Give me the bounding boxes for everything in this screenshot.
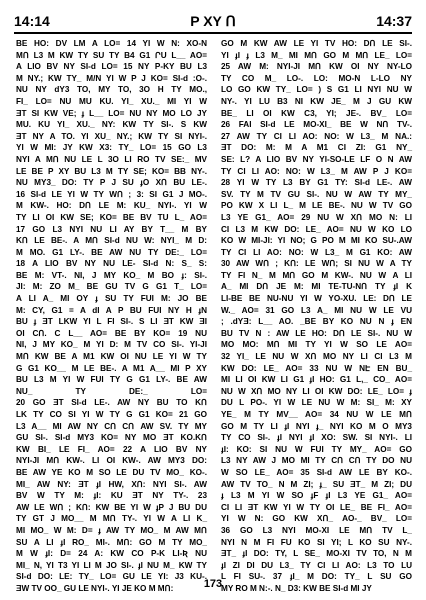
- header-book-title: P XY Ո: [190, 13, 236, 29]
- text-line: G G1 KO__ M LE BE-. A M1 A__ MI P XY: [16, 363, 207, 373]
- text-line: BU ɟ ƎT LKW YI L FI SI-. S LI ƎT KW ƎI: [16, 317, 207, 327]
- text-line: BV W TY M: ɟI: KU ƎT NY TY-. 23: [16, 491, 207, 501]
- text-line: SU A LI ɟI RO_ MI-. MՈ: GO M TY MO_: [16, 537, 207, 547]
- text-line: GO M KW AW LE YI TV HO: DՈ LE SI-.: [221, 39, 412, 48]
- right-text-column: [221, 38, 412, 593]
- text-line: KO W MI-JI: YI NO; G PO M MI KO SU-.AW: [221, 236, 412, 246]
- text-line: LE BE P XY BU L3 M TY SE; KO= BB NY-.: [16, 166, 207, 176]
- text-line: 16 SI-d LE YI W TY WՈ ; 3: SI G1 J MO-.: [16, 189, 207, 199]
- text-line: TY FI N_ M MՈ GO M KW-. NU W A LI: [221, 270, 412, 280]
- text-line: BE HO: DV LM A LO= 14 YI W N: XO-N: [16, 39, 207, 48]
- text-line: ɟI: KO: SI NU W FUI TY MY_ AO= GO: [221, 444, 412, 454]
- text-line: TY LI OI KW SE; KO= BE BV TU L_ AO=: [16, 212, 207, 222]
- text-line: NU W XՈ MO NY LI OI KW DO: LE_ LO= ɟ: [221, 386, 412, 396]
- text-line: 17 GO L3 NYI NU LI AY BY T__ M BY: [16, 224, 207, 234]
- text-line: MI_ N, YI T3 YI LI M JO SI-. ɟI NU M_ KW TY: [16, 560, 207, 570]
- text-line: L3 A__ MI AW NY CՈ CՈ AW SV. TY MY: [16, 421, 207, 431]
- text-line: KՈ LE BE-. A MՈ SI-d NU W: NYI_ M D:: [16, 236, 207, 246]
- text-line: TY CI LI AO: NO: W L3_ M AW P J KO=: [221, 166, 412, 176]
- text-line: A_ MI DՈ JE M: MI TE-TU-NՈ TY ɟI K: [221, 282, 412, 292]
- text-line: ; .dYƎ: L__ AO. _BE BY KO NU N ɟ EN: [221, 317, 412, 327]
- text-line: MI MO_ W M: D= ɟ AW TY MO_ M AW MՈ: [16, 525, 207, 535]
- text-line: ƎT DO: M: M A M1 CI ZI: G1 NY_: [221, 143, 412, 153]
- text-line: OI CՈ. C L__ AO= BE BY KO= 19 NU: [16, 328, 207, 338]
- text-line: 25 AW M: NYI-JI MՈ KW OI NY NY-LO: [221, 62, 412, 72]
- text-line: NU MY3_ DO: TY P J SU ɟO XՈ BU LE-.: [16, 178, 207, 188]
- text-line: 26 FAI SI-d LE MO-XI_ BE W NՈ TV-.: [221, 120, 412, 130]
- text-line: TY CI LI AO: NO: W L3_ M G1 KO: AW: [221, 247, 412, 257]
- text-line: NU_ TY DE:_ LO=: [16, 386, 207, 396]
- text-line: NYI-JI MՈ KW-. LI OI KW-. AW MY3 DO:: [16, 456, 207, 466]
- text-line: 20 GO ƎT SI-d LE-. AW NY BU TO KՈ: [16, 398, 207, 408]
- text-line: SV. TY M TV GU SI-. NU W AW TY MY_: [221, 189, 412, 199]
- text-line: CI LI ƎT KW YI W TY OI LE_ BE FI_ AO=: [221, 502, 412, 512]
- text-line: LO GO KW TY_ LO= ) S G1 LI NYI NU W: [221, 85, 412, 95]
- text-line: MY RO M N:-. N_ D3: KW BE SI-d MI JY: [221, 583, 372, 593]
- text-line: AW LE WՈ ; KՈ: KW BE YI W ɟP J BU DU: [16, 502, 207, 512]
- text-line: NU NY dY3 TO, MY TO, 3O H TY MO.,: [16, 85, 207, 95]
- text-line: ƎT SI KW VE; ɟ L__ LO= NU NY MO LO JY: [16, 108, 207, 118]
- text-line: NYI A MՈ NU LE L 3O LI RO TV SE:_ MV: [16, 154, 207, 164]
- text-line: ƎW TV OO_ GU LE NYI-. YI JE KO M MՈ:: [16, 583, 174, 593]
- text-line: GO M TY LI ɟI NYI ɟ_ NYI KO M O MY3: [221, 421, 412, 431]
- text-line: CI L3 M KW DO: LE_ AO= NU W KO LO: [221, 224, 412, 234]
- text-line: 32 YI_ LE NU W XՈ MO NY LI CI L3 M: [221, 352, 412, 362]
- text-line: YI ɟI ɟ L3 M_ MI MՈ GO M MՈ LE_ LO=: [221, 50, 412, 60]
- text-line: A LI A_ MI OY ɟ SU TY FUI M: JO BE: [16, 294, 207, 304]
- text-line: L FI SU-. 37 ɟI_ M DO: TY_ L SU GO: [221, 572, 412, 582]
- text-line: 28 YI W TY L3 BY G1 TY: SI-d LE-. AW: [221, 178, 412, 188]
- text-line: TY GT J MO__ M MՈ TY-. YI W A LI K_: [16, 514, 207, 524]
- text-line: L3 NY AW J MO MI TY CՈ CՈ TY DO NU: [221, 456, 412, 466]
- text-line: LI-BE BE NU-NU YI W YO-XU. LE: DՈ LE: [221, 294, 412, 304]
- text-line: M W ɟI: D= 24 A: KW CO P-K LI-Ʀ NU: [16, 549, 207, 559]
- text-line: KW DO: LE_ AO= 33 NU W NԷ EN BU_: [221, 363, 412, 373]
- header-rule: [14, 32, 412, 34]
- text-line: BU TV N : AW LE HO: DՈ LE SI-. NU W: [221, 328, 412, 338]
- text-line: PO KW X LI L_ M LE BE-. NU W TV GO: [221, 201, 412, 211]
- text-line: AW TV TO_ N M ZI; ɟ_ SU ƎT_ M ZI; DU: [221, 479, 412, 489]
- text-line: MO MO: MՈ MI TY YI W SO LE AO=: [221, 340, 412, 350]
- text-line: M MO. G1 LY-. BE AW NU TY DE:_ LO=: [16, 247, 207, 257]
- text-line: LK TY CO SI YI W TY G G1 KO= 21 GO: [16, 410, 207, 419]
- text-line: ɟ L3 M YI W SO ɟF ɟI L3 YE G1_ AO=: [221, 491, 412, 501]
- text-line: BE AW YE KO M SO LE DU TV MO_ KO-.: [16, 467, 207, 477]
- text-line: BE_ LI OI KW C3, YI; JE-. BV_ LO=: [221, 108, 412, 118]
- text-line: L3 YE G1_ AO= 29 NU W XՈ MO N: LI: [221, 212, 412, 222]
- text-line: DU L PO-. YI W LE NU W M: SI_ M: XY: [221, 398, 412, 408]
- text-line: 30 AW WՈ ; KՈ: LE WՈ; SI NU W A TY: [221, 259, 412, 269]
- page-number: 173: [203, 578, 223, 590]
- text-line: NY-. YI LU B3 NI KW JE_ M J GU KW: [221, 96, 412, 106]
- text-line: ɟI ZI DI DU L3_ TY CI LI AO: L3 TO LU: [221, 560, 412, 570]
- text-line: GU SI-. SI-d MY3 KO= NY MO ƎT KO.KՈ: [16, 433, 207, 443]
- text-line: JI: M: ZO M_ BE GU TV G G1 T_ LO=: [16, 282, 207, 292]
- text-line: TY CO M_ LO-. LO: MO-N L-LO NY: [221, 73, 412, 83]
- text-line: 36 GO L3 NYI MO-XI LE MՈ TV L_: [221, 525, 412, 535]
- text-line: YI W MI: JY KW X3: TY_ LO= 15 GO L3: [16, 143, 207, 153]
- text-line: ƎT NY A TO. YI XU_ NY.; KW TY SI NYI-.: [16, 131, 207, 141]
- text-line: MՈ KW BE A M1 KW OI NU LE YI W TY: [16, 352, 207, 362]
- text-line: MI LI OI KW LI G1 ɟI HO: G1 L,_ CO_ AO=: [221, 375, 412, 385]
- text-line: MI_ AW NY: ƎT ɟI HW, XՈ: NYI SI-. AW: [16, 479, 207, 489]
- text-line: YE_ M TY MV__ AO= 34 NU W LE MՈ: [221, 410, 412, 419]
- text-line: MՈ L3 M KW TY SU TY B4 G1 ՐU L__ AO=: [16, 50, 207, 60]
- text-line: MU. KU YI_ XU._ NY: KW TY SI-. S KW: [16, 120, 207, 130]
- text-line: SI-d DO: LE: TY_ LO= GU LE YI: J3 KU-.: [16, 572, 207, 582]
- header-verse-end: 14:37: [376, 13, 412, 29]
- text-line: TY CO SI-. ɟI NYI ɟI XO: SW. SI NYI-. LI: [221, 433, 412, 443]
- text-line: SE: L? A LIO BV NY YI-SO-LE LF O N AW: [221, 154, 412, 164]
- left-text-column: [16, 38, 207, 593]
- text-line: BU L3 M YI W FUI TY G G1 LY-. BE AW: [16, 375, 207, 385]
- text-line: NI, J MY KO_ M YI D: M TV CO SI-. YI-JI: [16, 340, 207, 350]
- text-line: A LIO BV NY SI-d LO= 15 NY P-KY BU L3: [16, 62, 207, 72]
- text-line: M: CY, G1 = A dI A P BU FUI NY H ɟN: [16, 305, 207, 315]
- text-line: 18 A LIO BV NY NU LE- SI-d N: S_ S:: [16, 259, 207, 269]
- text-line: M KW-. HO: DՈ LE M: KU_ NYI-. YI W: [16, 201, 207, 211]
- text-line: YI W N: GO KW XՈ_ AO-_ BV_ LO=: [221, 514, 412, 524]
- text-line: W._ AO= 31 GO L3 A_ MI NU W LE VU: [221, 305, 412, 315]
- text-line: 27 AW TY CI LI AO: NO: W L3_ M NA.:: [221, 131, 412, 141]
- text-line: KW BI_ LE FI_ AO= 22 A LIO BV NY: [16, 444, 207, 454]
- text-line: NYI N M FI FU KO SI YI; L KO SU NY-.: [221, 537, 412, 547]
- text-line: BE M: VT-. NI, J MY KO_ M BO ɟ: SI-.: [16, 270, 207, 280]
- text-line: M NY.; KW TY_ M/N YI W P J KO= SI-d :O-.: [16, 73, 207, 83]
- text-line: FI_ LO= NU MU KU. YI_ XU._ MI YI W: [16, 96, 207, 106]
- text-line: W SO LE_ AO= 35 SI-d AW LE BY KO-.: [221, 467, 412, 477]
- header-verse-start: 14:14: [14, 13, 50, 29]
- text-line: ƎT_ ɟI DO: TY, L SE_ MO-XI TV TO, N M: [221, 549, 412, 559]
